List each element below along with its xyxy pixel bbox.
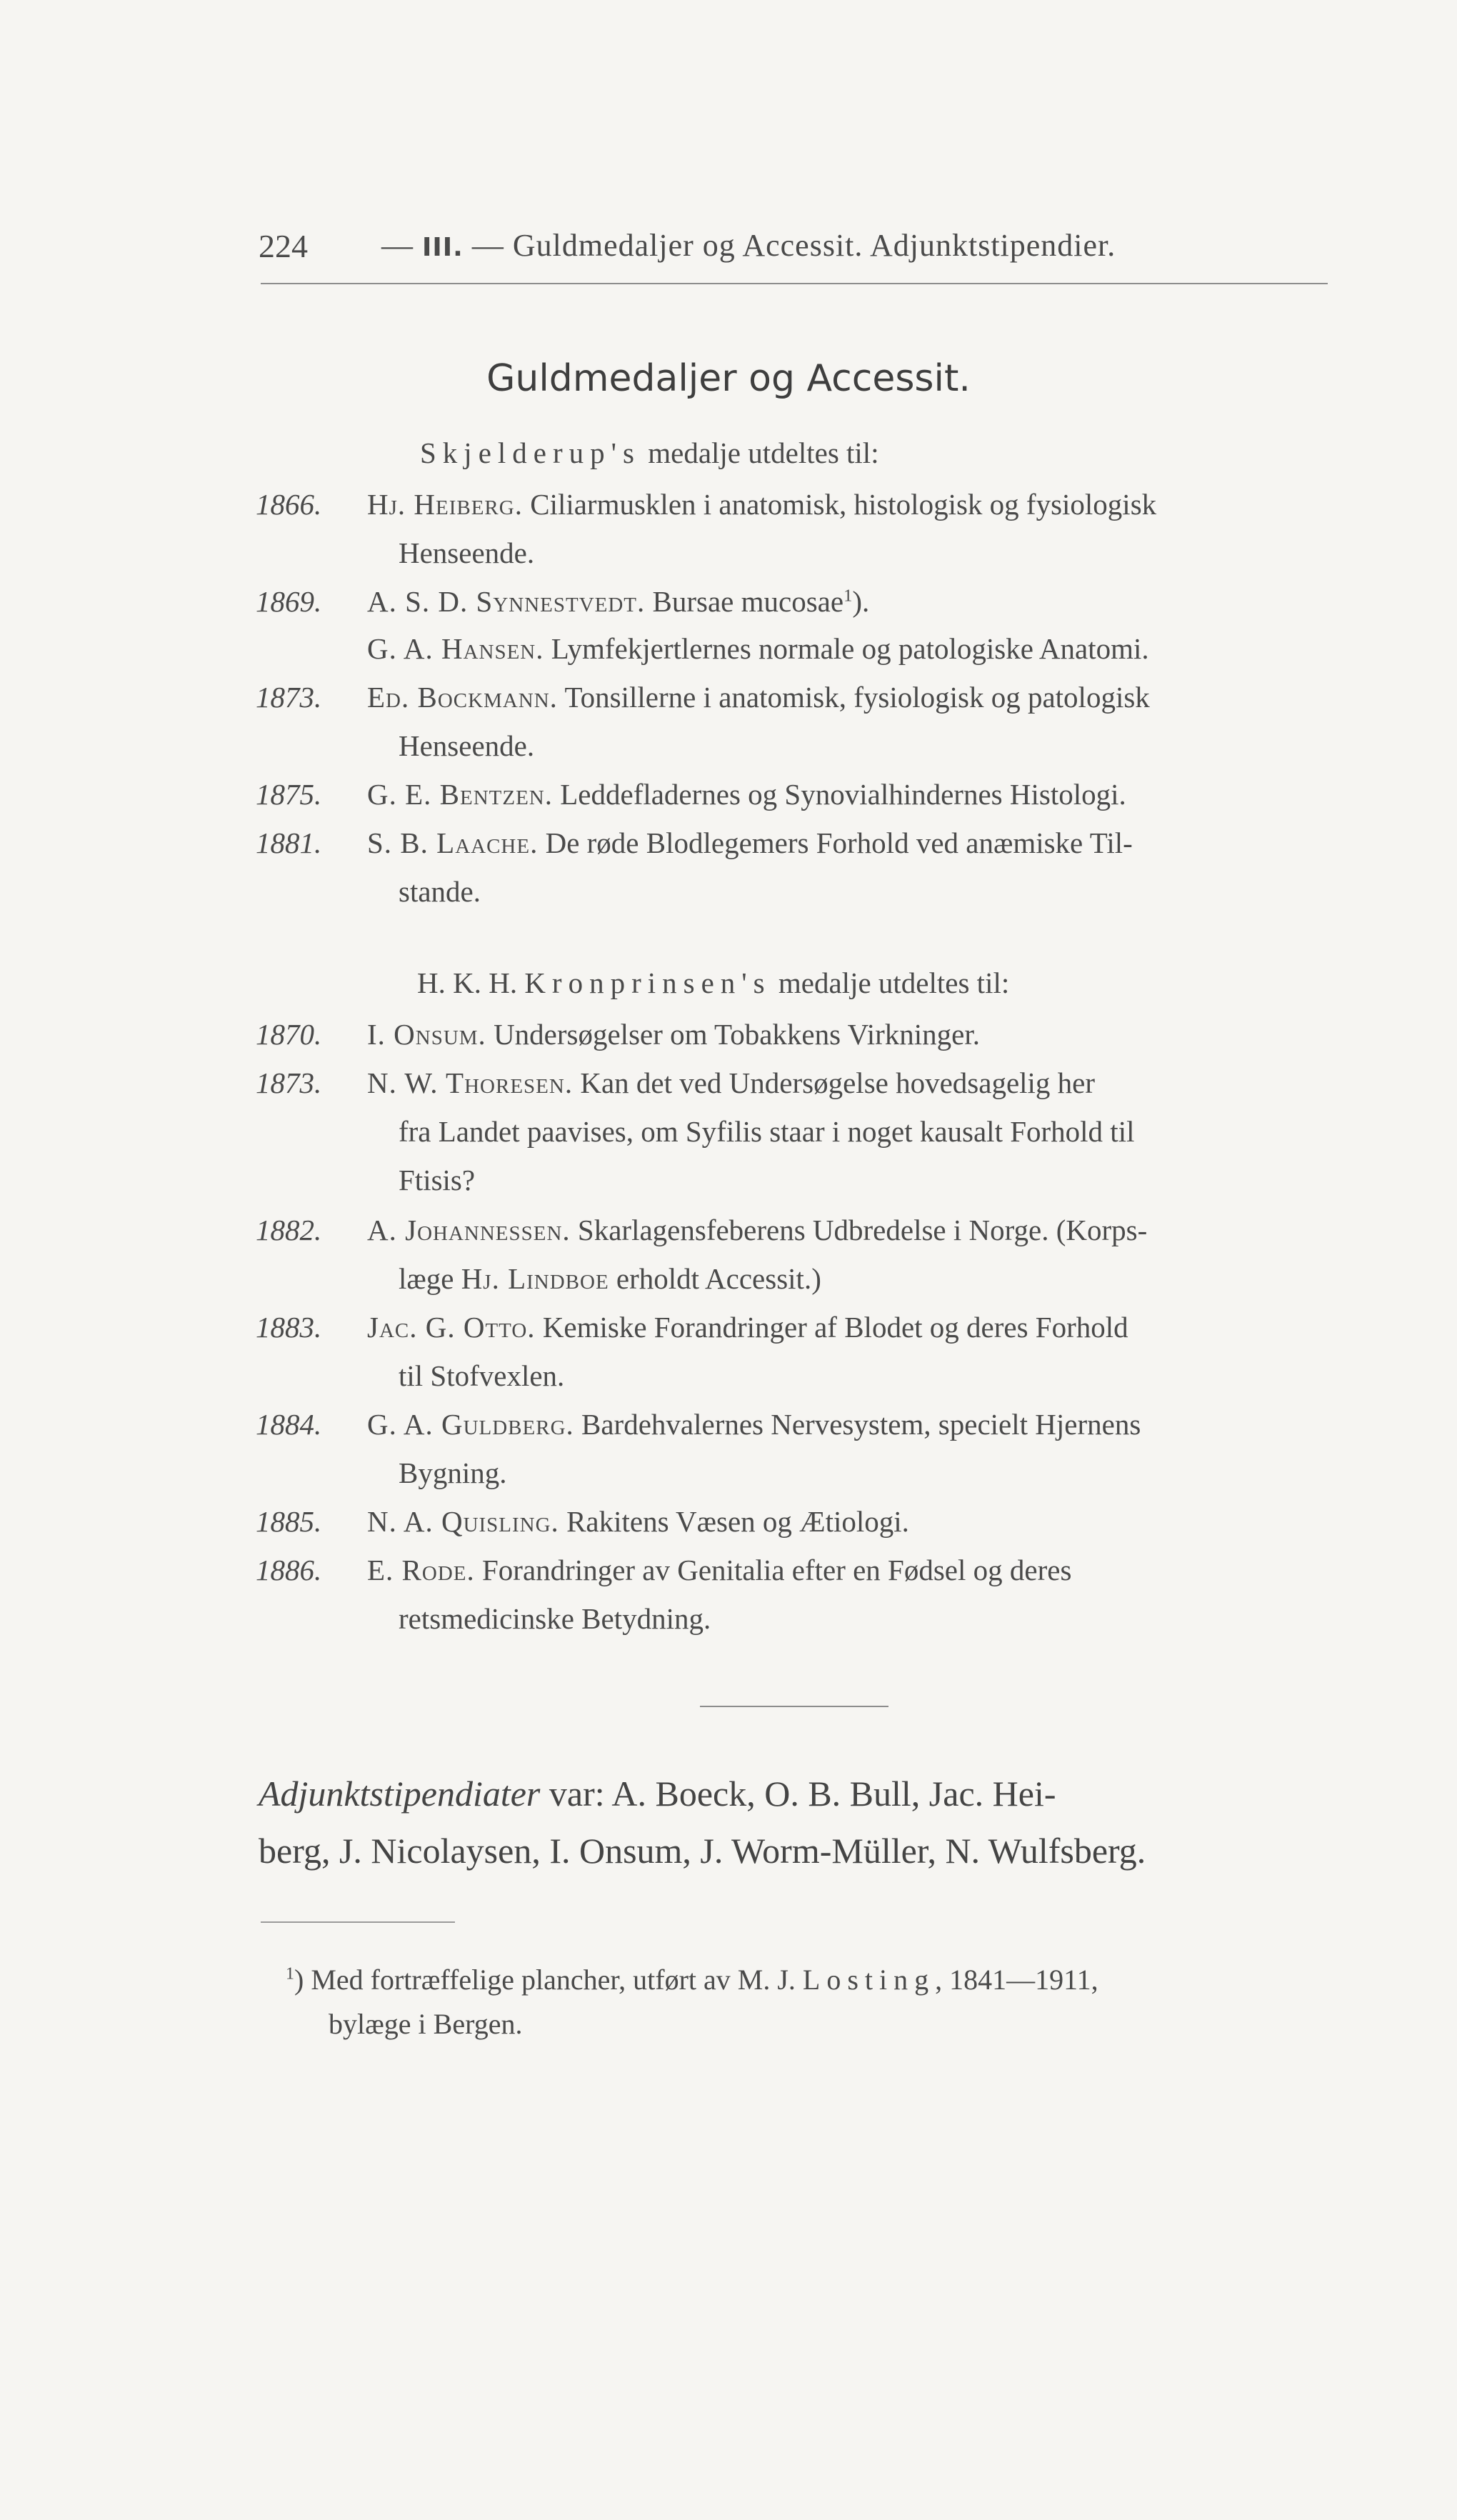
adjunkt-names: var: A. Boeck, O. B. Bull, Jac. Hei- — [540, 1774, 1056, 1814]
entry-continuation: fra Landet paavises, om Syfilis staar i noget kausalt Forhold til — [399, 1115, 1135, 1148]
thesis-title: Tonsillerne i anatomisk, fysiologisk og patologisk — [564, 681, 1150, 714]
thesis-title: Skarlagensfeberens Udbredelse i Norge. (Korps- — [577, 1214, 1148, 1246]
header-title: Guldmedaljer og Accessit. Adjunktstipendier. — [512, 228, 1116, 263]
adjunkt-line: berg, J. Nicolaysen, I. Onsum, J. Worm-Müller, N. Wulfsberg. — [259, 1831, 1146, 1871]
entry-line — [367, 584, 869, 619]
footnote-marker: 1 — [286, 1964, 294, 1984]
entry-year: 1883. — [256, 1311, 322, 1344]
thesis-title: Rakitens Væsen og Ætiologi. — [566, 1505, 909, 1538]
entry-continuation: Henseende. — [399, 536, 535, 569]
recipient-name: N. A. Quisling. — [367, 1505, 559, 1538]
section-title: Guldmedaljer og Accessit. — [486, 357, 971, 400]
recipient-name: Ed. Bockmann. — [367, 681, 558, 714]
recipient-name: S. B. Laache. — [367, 826, 539, 859]
recipient-name: G. A. Guldberg. — [367, 1408, 574, 1441]
footnote-continuation: bylæge i Bergen. — [329, 2008, 523, 2040]
adjunkt-line — [259, 1773, 1330, 1814]
entry-line — [367, 1553, 1071, 1587]
entry-year: 1881. — [256, 826, 322, 859]
thesis-title: Lymfekjertlernes normale og patologiske Anatomi. — [551, 632, 1149, 665]
recipient-name: G. A. Hansen. — [367, 632, 544, 665]
heading-text: medalje utdeltes til: — [648, 436, 879, 469]
entry-continuation: stande. — [399, 875, 481, 908]
recipient-name: Hj. Heiberg. — [367, 488, 523, 521]
skjelderup-heading — [420, 436, 879, 470]
entry-line — [367, 680, 1150, 714]
running-header — [259, 227, 1330, 270]
entry-year: 1885. — [256, 1505, 322, 1538]
thesis-title: Kan det ved Undersøgelse hovedsagelig her — [580, 1066, 1096, 1099]
recipient-name: N. W. Thoresen. — [367, 1066, 574, 1099]
entry-year: 1873. — [256, 1066, 322, 1099]
page-number: 224 — [259, 228, 308, 264]
recipient-name: A. Johannessen. — [367, 1214, 571, 1246]
header-dash: — — [381, 228, 414, 263]
entry-year: 1870. — [256, 1018, 322, 1051]
thesis-title: Kemiske Forandringer af Blodet og deres Forhold — [542, 1311, 1128, 1344]
entry-line — [367, 1213, 1147, 1247]
thesis-title: Forandringer av Genitalia efter en Fødsel og deres — [482, 1554, 1072, 1586]
part-number: III. — [422, 233, 464, 262]
entry-year: 1866. — [256, 488, 322, 521]
entry-line — [367, 1310, 1128, 1344]
medal-name: Kronprinsen's — [524, 966, 771, 999]
recipient-name: Jac. G. Otto. — [367, 1311, 536, 1344]
heading-text: medalje utdeltes til: — [778, 966, 1010, 999]
kronprinsen-heading — [417, 966, 1009, 1000]
footnote-text: ) Med fortræffelige plancher, utført av M. J. — [294, 1964, 803, 1996]
entry-year: 1882. — [256, 1214, 322, 1246]
thesis-title: De røde Blodlegemers Forhold ved anæmiske Til- — [545, 826, 1133, 859]
entry-line — [367, 1504, 909, 1539]
recipient-name: G. E. Bentzen. — [367, 778, 553, 811]
heading-prefix: H. K. H. — [417, 966, 518, 999]
accessit-name: Hj. Lindboe — [461, 1262, 609, 1295]
thesis-title-end: ). — [852, 585, 870, 618]
entry-line — [367, 1066, 1095, 1100]
entry-continuation — [399, 1261, 821, 1296]
recipient-name: A. S. D. Synnestvedt. — [367, 585, 646, 618]
section-divider — [700, 1706, 888, 1707]
entry-year: 1884. — [256, 1408, 322, 1441]
thesis-title: Bursae mucosae — [652, 585, 844, 618]
continuation-text: læge — [399, 1262, 461, 1295]
entry-continuation: retsmedicinske Betydning. — [399, 1602, 711, 1635]
entry-line — [367, 826, 1133, 860]
entry-line — [367, 631, 1149, 666]
running-title — [381, 227, 1116, 264]
entry-line — [367, 777, 1126, 811]
thesis-title: Bardehvalernes Nervesystem, specielt Hjernens — [581, 1408, 1141, 1441]
medal-name: Skjelderup's — [420, 436, 641, 469]
header-dash: — — [471, 228, 504, 263]
entry-continuation: Henseende. — [399, 729, 535, 762]
entry-year: 1873. — [256, 681, 322, 714]
continuation-text: erholdt Accessit.) — [609, 1262, 821, 1295]
entry-year: 1875. — [256, 778, 322, 811]
recipient-name: I. Onsum. — [367, 1018, 486, 1051]
entry-year: 1886. — [256, 1554, 322, 1586]
thesis-title: Leddefladernes og Synovialhindernes Histologi. — [560, 778, 1126, 811]
footnote — [286, 1963, 1098, 1996]
entry-continuation: til Stofvexlen. — [399, 1359, 565, 1392]
entry-continuation: Bygning. — [399, 1456, 507, 1489]
entry-line — [367, 487, 1156, 521]
footnote-text: , 1841—1911, — [935, 1964, 1098, 1996]
adjunkt-label: Adjunktstipendiater — [259, 1774, 541, 1814]
entry-continuation: Ftisis? — [399, 1164, 476, 1196]
footnote-rule — [261, 1921, 455, 1923]
entry-line — [367, 1407, 1141, 1441]
entry-line — [367, 1017, 980, 1051]
recipient-name: E. Rode. — [367, 1554, 475, 1586]
entry-year: 1869. — [256, 585, 322, 618]
thesis-title: Undersøgelser om Tobakkens Virkninger. — [494, 1018, 980, 1051]
thesis-title: Ciliarmusklen i anatomisk, histologisk og fysiologisk — [530, 488, 1157, 521]
footnote-name: Losting — [802, 1964, 936, 1996]
footnote-ref: 1 — [843, 586, 853, 606]
header-rule — [261, 283, 1328, 284]
